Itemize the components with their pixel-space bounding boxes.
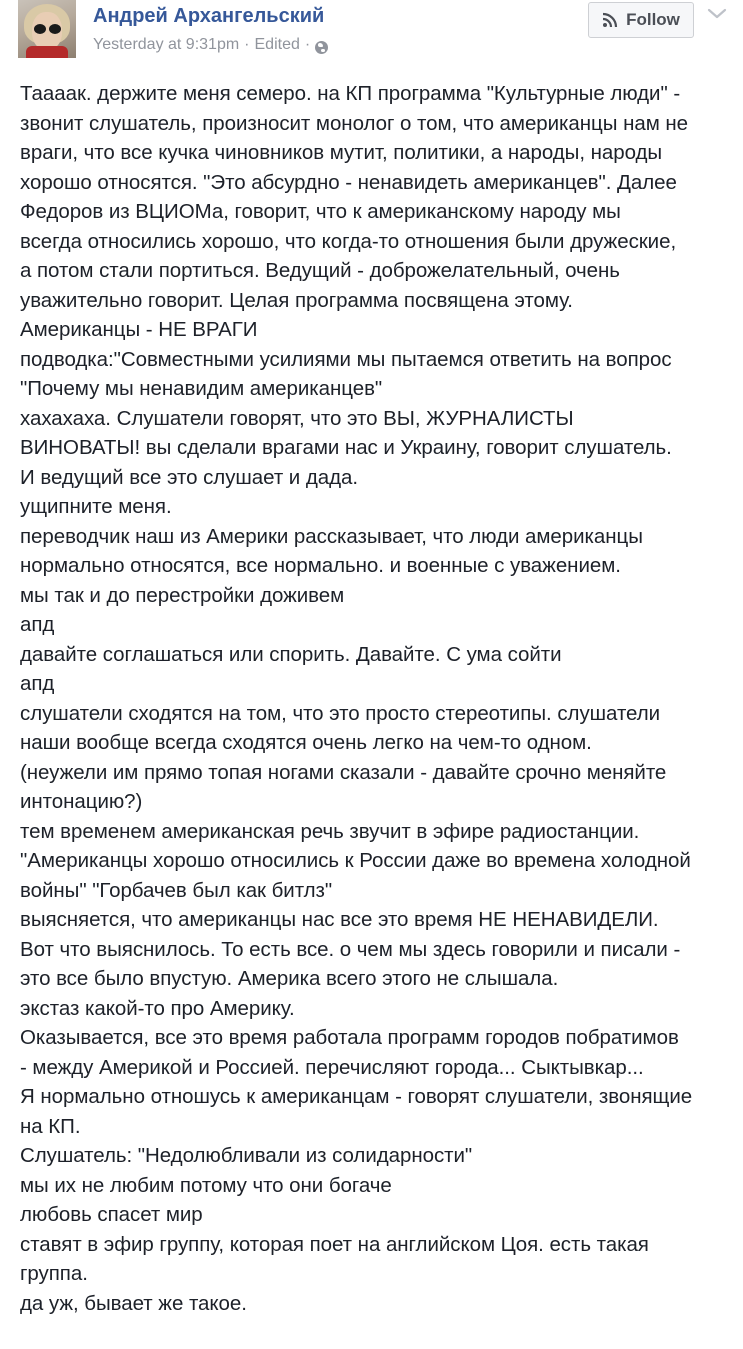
post-text-line: И ведущий все это слушает и дада.: [20, 465, 359, 489]
post-text-line: Я нормально отношусь к американцам - говорят слушатели, звонящие: [20, 1085, 693, 1108]
avatar-glasses-left: [34, 24, 46, 34]
post-text-line: "Американцы хорошо относились к России даже во времена холодной: [20, 849, 691, 872]
meta-separator: ·: [244, 36, 250, 53]
post-text-line: а потом стали портиться. Ведущий - доброжелательный, очень: [20, 259, 620, 282]
post-meta: [93, 36, 328, 54]
follow-button[interactable]: [588, 2, 694, 38]
edited-label[interactable]: Edited: [254, 36, 300, 53]
post-text-line: да уж, бывает же такое.: [20, 1291, 247, 1315]
rss-icon: [602, 12, 618, 28]
post-text-line: давайте соглашаться или спорить. Давайте. С ума сойти: [20, 642, 562, 666]
post-text-line: выясняется, что американцы нас все это время НЕ НЕНАВИДЕЛИ.: [20, 908, 659, 931]
post-body: [20, 79, 735, 1318]
post-text-line: Таааак. держите меня семеро. на КП программа "Культурные люди" -: [20, 82, 681, 105]
post-text-line: подводка:"Совместными усилиями мы пытаемся ответить на вопрос: [20, 347, 672, 371]
post-text-line: войны" "Горбачев был как битлз": [20, 878, 333, 902]
post-text-line: хорошо относятся. "Это абсурдно - ненавидеть американцев". Далее: [20, 170, 677, 194]
post-text-line: наши вообще всегда сходятся очень легко на чем-то одном.: [20, 731, 592, 754]
post-text-line: экстаз какой-то про Америку.: [20, 996, 295, 1020]
post-text-line: интонацию?): [20, 790, 143, 813]
post-text-line: хахахаха. Слушатели говорят, что это ВЫ, ЖУРНАЛИСТЫ: [20, 406, 574, 430]
post-text-line: на КП.: [20, 1114, 81, 1138]
post-text-line: (неужели им прямо топая ногами сказали - давайте срочно меняйте: [20, 760, 667, 784]
avatar-glasses-right: [49, 24, 61, 34]
post-text-line: нормально относятся, все нормально. и военные с уважением.: [20, 554, 621, 577]
post-text-line: враги, что все кучка чиновников мутит, политики, а народы, народы: [20, 141, 663, 164]
chevron-down-icon[interactable]: [706, 6, 728, 22]
meta-separator-2: ·: [304, 36, 311, 53]
post-text-line: апд: [20, 672, 55, 695]
post-text-line: всегда относились хорошо, что когда-то отношения были дружеские,: [20, 229, 677, 253]
avatar[interactable]: [18, 0, 76, 58]
author-name[interactable]: Андрей Архангельский: [93, 5, 325, 27]
post-text-line: звонит слушатель, произносит монолог о том, что американцы нам не: [20, 111, 689, 135]
post-text-line: Оказывается, все это время работала программ городов побратимов: [20, 1026, 679, 1049]
post-text-line: мы их не любим потому что они богаче: [20, 1173, 392, 1197]
post-text-line: тем временем американская речь звучит в эфире радиостанции.: [20, 819, 640, 843]
post-text-line: переводчик наш из Америки рассказывает, что люди американцы: [20, 524, 643, 548]
follow-label: Follow: [626, 10, 680, 29]
post-text-line: Американцы - НЕ ВРАГИ: [20, 318, 258, 341]
post-text-line: - между Америкой и Россией. перечисляют города... Сыктывкар...: [20, 1055, 644, 1079]
post-text-line: Слушатель: "Недолюбливали из солидарности": [20, 1144, 473, 1167]
post-text-line: Федоров из ВЦИОМа, говорит, что к американскому народу мы: [20, 200, 621, 223]
globe-icon[interactable]: [315, 41, 328, 54]
post-timestamp[interactable]: Yesterday at 9:31pm: [93, 36, 240, 53]
post-text-line: ставят в эфир группу, которая поет на английском Цоя. есть такая: [20, 1232, 649, 1256]
post-text-line: ВИНОВАТЫ! вы сделали врагами нас и Украину, говорит слушатель.: [20, 436, 672, 459]
post-text-line: уважительно говорит. Целая программа посвящена этому.: [20, 288, 573, 312]
post-header: [0, 0, 743, 70]
post-text-line: любовь спасет мир: [20, 1203, 203, 1226]
post-text-line: апд: [20, 613, 55, 636]
post-text-line: Вот что выяснилось. То есть все. о чем мы здесь говорили и писали -: [20, 937, 681, 961]
post-text-line: мы так и до перестройки доживем: [20, 583, 345, 607]
post-text-line: группа.: [20, 1262, 88, 1285]
post-text-line: это все было впустую. Америка всего этого не слышала.: [20, 967, 559, 990]
avatar-shirt: [26, 46, 68, 58]
post-text-line: "Почему мы ненавидим американцев": [20, 377, 383, 400]
post-text-line: слушатели сходятся на том, что это просто стереотипы. слушатели: [20, 701, 661, 725]
post-text-line: ущипните меня.: [20, 495, 172, 518]
